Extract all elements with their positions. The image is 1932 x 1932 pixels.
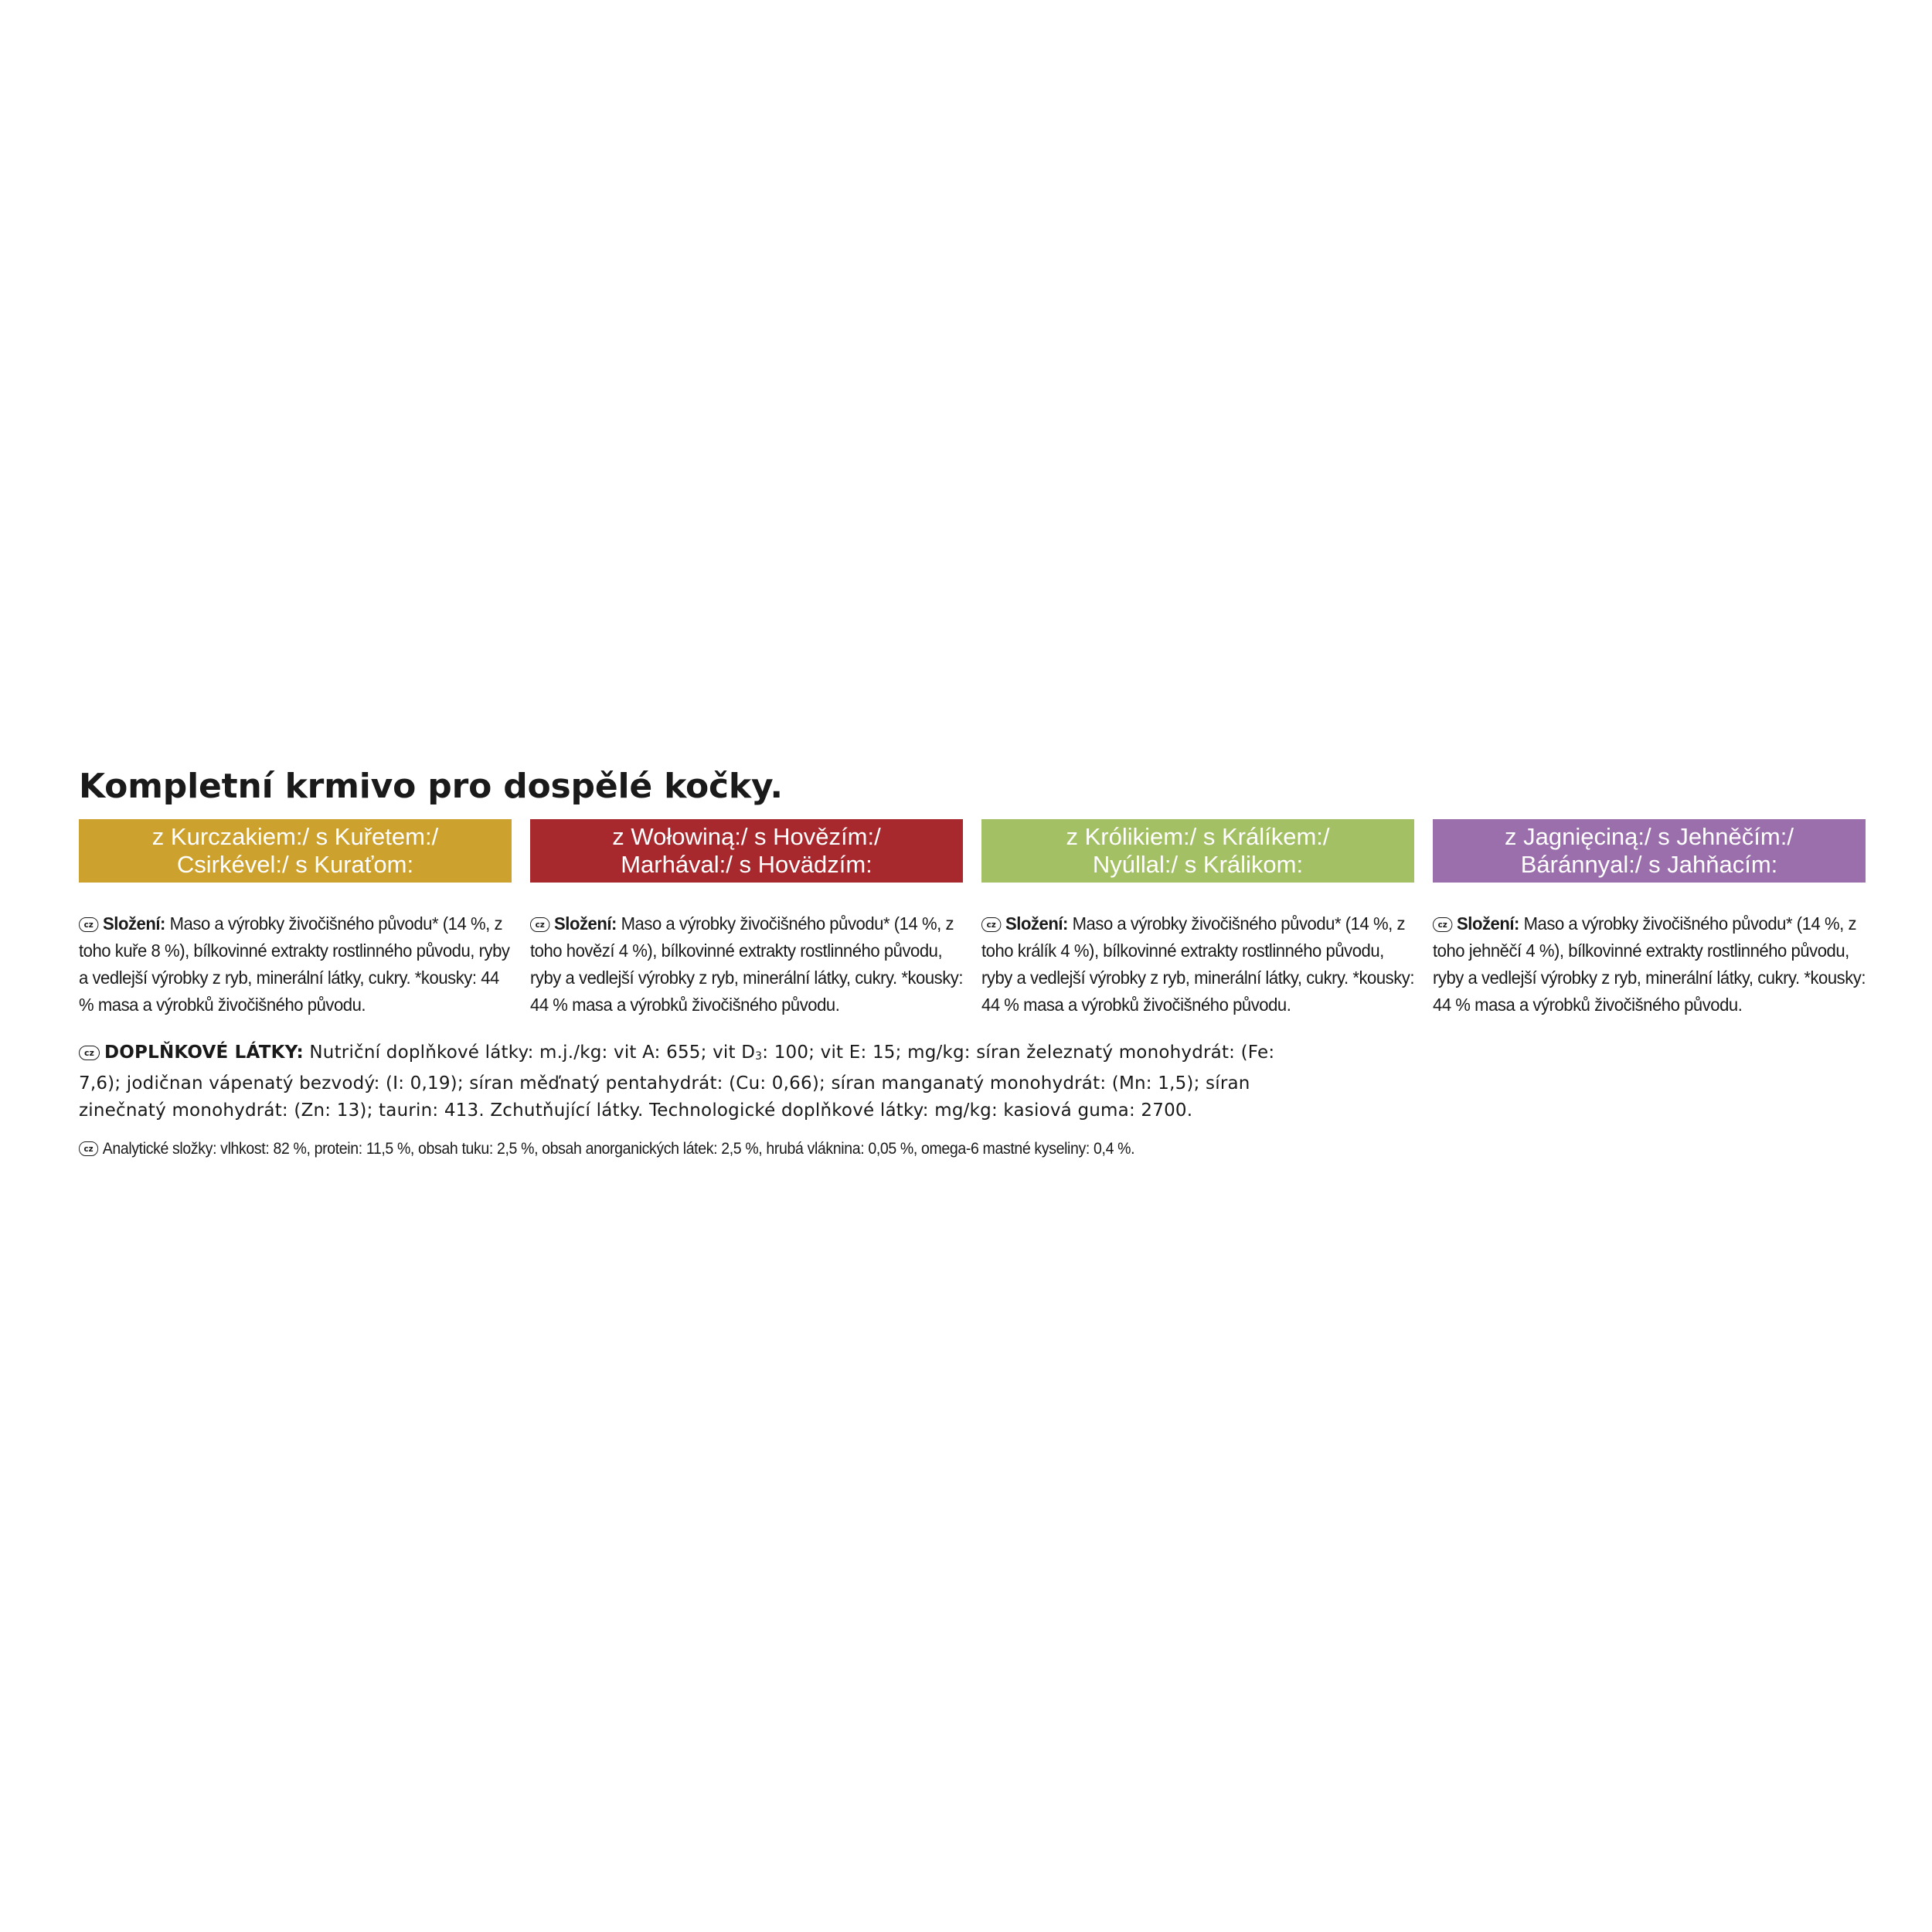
ingredients-body: Maso a výrobky živočišného původu* (14 %, z toho hovězí 4 %), bílkovinné extrakty rostlinného původu, ryby a vedlejší výrobky z ryb, minerální látky, cukry. *kousky: 44 % masa a výrobků živočišného původu. — [530, 913, 964, 1015]
additives-paragraph — [79, 1039, 1315, 1124]
flavor-columns — [79, 819, 1864, 1019]
flavor-band-lamb — [1433, 819, 1866, 883]
ingredients-label: Složení: — [1457, 913, 1519, 934]
cz-language-icon: cz — [1433, 917, 1452, 932]
additives-text-part2: : 100; vit E: 15; mg/kg: síran železnatý monohydrát: (Fe: 7,6); jodičnan vápenatý bezvodý: (I: 0,19); síran měďnatý pentahydrát: (Cu: 0,66); síran manganatý monohydrát: (Mn: 1,5); síran zinečnatý monohydrát: (Zn: 13); taurin: 413. Zchutňující látky. Technologické doplňkové látky: mg/kg: kasiová guma: 2700. — [79, 1043, 1275, 1121]
flavor-name-line1: z Kurczakiem:/ s Kuřetem:/ — [151, 823, 439, 850]
flavor-column-beef — [530, 819, 963, 1019]
ingredients-label: Složení: — [1005, 913, 1068, 934]
ingredients-label: Složení: — [554, 913, 617, 934]
cz-language-icon: cz — [79, 1046, 100, 1060]
flavor-band-rabbit — [981, 819, 1414, 883]
ingredients-text — [79, 910, 515, 1019]
cz-language-icon: cz — [79, 917, 98, 932]
additives-text-part1: Nutriční doplňkové látky: m.j./kg: vit A: 655; vit D — [309, 1043, 756, 1063]
flavor-band-beef — [530, 819, 963, 883]
flavor-column-rabbit — [981, 819, 1414, 1019]
flavor-column-lamb — [1433, 819, 1866, 1019]
cz-language-icon: cz — [981, 917, 1001, 932]
ingredients-text — [1433, 910, 1869, 1019]
additives-subscript: 3 — [755, 1050, 763, 1063]
ingredients-label: Složení: — [103, 913, 165, 934]
flavor-column-chicken — [79, 819, 512, 1019]
flavor-name-line2: Marhával:/ s Hovädzím: — [621, 851, 872, 878]
cz-language-icon: cz — [530, 917, 549, 932]
ingredients-text — [981, 910, 1417, 1019]
ingredients-text — [530, 910, 966, 1019]
ingredients-body: Maso a výrobky živočišného původu* (14 %, z toho jehněčí 4 %), bílkovinné extrakty rostlinného původu, ryby a vedlejší výrobky z ryb, minerální látky, cukry. *kousky: 44 % masa a výrobků živočišného původu. — [1433, 913, 1866, 1015]
cz-language-icon: cz — [79, 1141, 98, 1156]
ingredients-body: Maso a výrobky živočišného původu* (14 %, z toho králík 4 %), bílkovinné extrakty rostlinného původu, ryby a vedlejší výrobky z ryb, minerální látky, cukry. *kousky: 44 % masa a výrobků živočišného původu. — [981, 913, 1415, 1015]
flavor-name-line2: Csirkével:/ s Kuraťom: — [176, 851, 414, 878]
analytics-text: Analytické složky: vlhkost: 82 %, protein: 11,5 %, obsah tuku: 2,5 %, obsah anorganických látek: 2,5 %, hrubá vláknina: 0,05 %, omega-6 mastné kyseliny: 0,4 %. — [102, 1140, 1135, 1158]
additives-label: DOPLŇKOVÉ LÁTKY: — [104, 1043, 304, 1063]
analytics-paragraph — [79, 1138, 1301, 1161]
flavor-name-line1: z Królikiem:/ s Králíkem:/ — [1066, 823, 1330, 850]
ingredients-body: Maso a výrobky živočišného původu* (14 %, z toho kuře 8 %), bílkovinné extrakty rostlinného původu, ryby a vedlejší výrobky z ryb, minerální látky, cukry. *kousky: 44 % masa a výrobků živočišného původu. — [79, 913, 510, 1015]
flavor-name-line2: Nyúllal:/ s Králikom: — [1092, 851, 1304, 878]
flavor-name-line1: z Wołowiną:/ s Hovězím:/ — [612, 823, 881, 850]
flavor-band-chicken — [79, 819, 512, 883]
flavor-name-line2: Báránnyal:/ s Jahňacím: — [1520, 851, 1778, 878]
flavor-name-line1: z Jagnięciną:/ s Jehněčím:/ — [1505, 823, 1794, 850]
page-title: Kompletní krmivo pro dospělé kočky. — [79, 767, 783, 806]
